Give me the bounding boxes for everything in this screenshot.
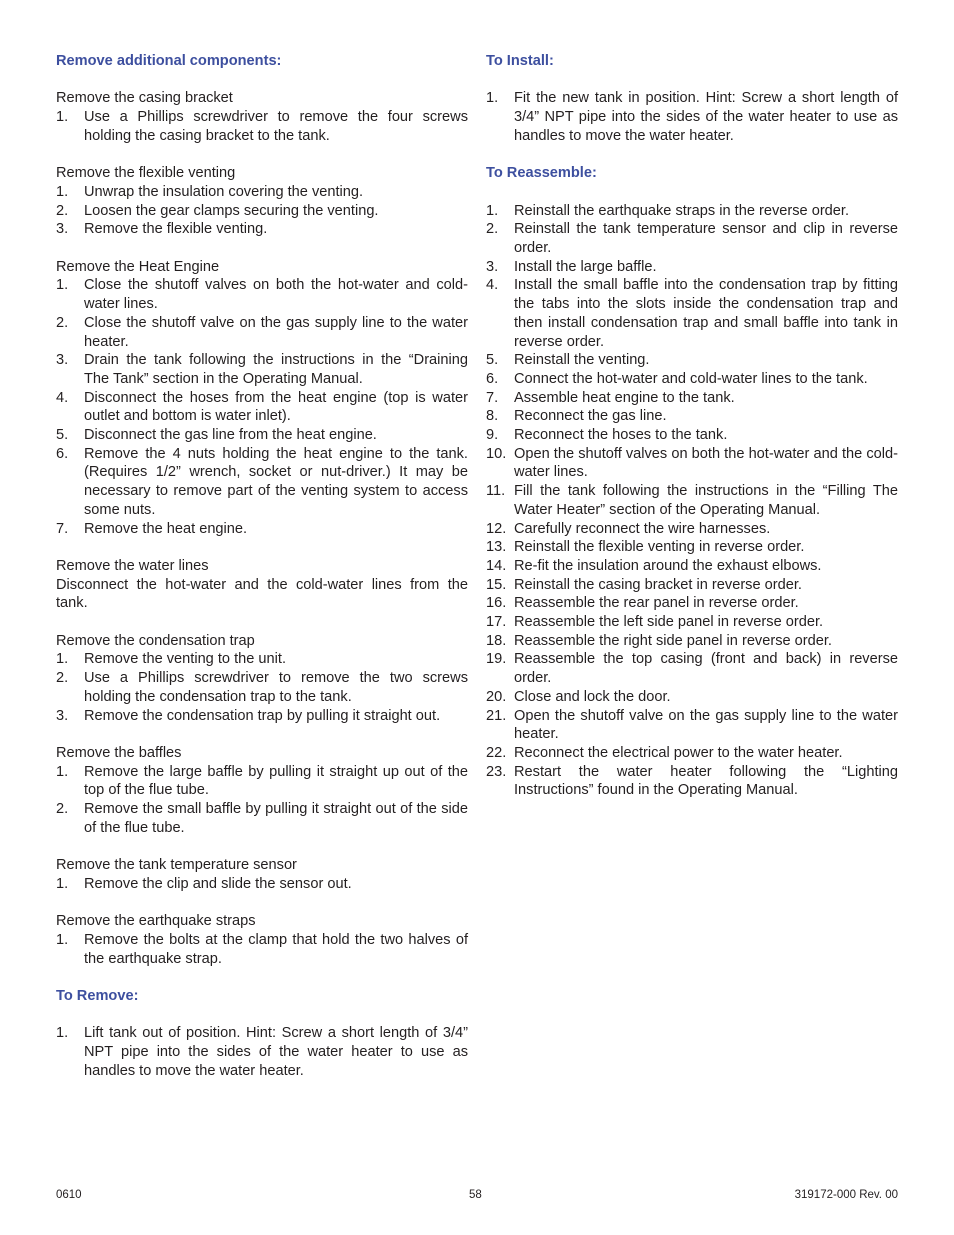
list-item-text: Remove the 4 nuts holding the heat engine to the tank. (Requires 1/2” wrench, socket or nut-driver.) It may be necessary to remove part of the venting system to access some nuts.	[84, 445, 468, 518]
list-item-number: 12.	[486, 520, 507, 537]
list-item-number: 5.	[486, 352, 499, 369]
left-column	[56, 52, 468, 1081]
list-item-text: Remove the small baffle by pulling it straight out of the side of the flue tube.	[84, 801, 468, 836]
list-item-number: 1.	[56, 931, 69, 948]
list-item	[56, 650, 468, 669]
heat-engine-steps	[56, 276, 468, 538]
list-item-number: 20.	[486, 688, 507, 705]
list-item-number: 6.	[486, 370, 499, 387]
list-item-text: Assemble heat engine to the tank.	[514, 389, 735, 406]
venting-steps	[56, 183, 468, 239]
water-lines-text: Disconnect the hot-water and the cold-water lines from the tank.	[56, 576, 468, 612]
list-item-text: Reassemble the top casing (front and back) in reverse order.	[514, 651, 898, 687]
straps-title: Remove the earthquake straps	[56, 913, 256, 930]
list-item-number: 18.	[486, 632, 507, 649]
list-item	[56, 1024, 468, 1080]
list-item-number: 17.	[486, 614, 507, 631]
list-item-number: 21.	[486, 707, 507, 724]
footer-page-number: 58	[469, 1189, 482, 1201]
list-item-number: 2.	[56, 314, 69, 331]
list-item-text: Reassemble the right side panel in reverse order.	[514, 632, 832, 649]
list-item-text: Open the shutoff valves on both the hot-water and the cold-water lines.	[514, 445, 898, 481]
list-item-number: 19.	[486, 651, 507, 668]
to-remove-steps	[56, 1024, 468, 1080]
list-item	[56, 426, 468, 445]
venting-title: Remove the flexible venting	[56, 165, 236, 182]
list-item-number: 2.	[56, 801, 69, 818]
casing-steps	[56, 108, 468, 145]
list-item-number: 7.	[486, 389, 499, 406]
list-item	[486, 557, 898, 576]
straps-steps	[56, 931, 468, 968]
list-item-number: 14.	[486, 557, 507, 574]
list-item	[486, 407, 898, 426]
list-item	[486, 576, 898, 595]
list-item	[486, 220, 898, 257]
list-item-text: Disconnect the gas line from the heat engine.	[84, 427, 377, 444]
list-item	[56, 669, 468, 706]
list-item-text: Restart the water heater following the “Lighting Instructions” found in the Operating Manual.	[514, 763, 898, 799]
list-item	[56, 108, 468, 145]
sensor-steps	[56, 875, 468, 894]
list-item-text: Drain the tank following the instructions in the “Draining The Tank” section in the Operating Manual.	[84, 352, 468, 387]
list-item	[56, 763, 468, 800]
list-item	[56, 520, 468, 539]
list-item-number: 5.	[56, 427, 69, 444]
list-item	[56, 707, 468, 726]
list-item-number: 2.	[56, 202, 69, 219]
list-item-number: 8.	[486, 408, 499, 425]
list-item-text: Reassemble the rear panel in reverse order.	[514, 595, 799, 612]
list-item	[486, 89, 898, 145]
sensor-title: Remove the tank temperature sensor	[56, 857, 297, 874]
list-item-number: 1.	[486, 202, 499, 219]
list-item-text: Close and lock the door.	[514, 688, 671, 705]
list-item	[56, 220, 468, 239]
list-item-text: Remove the clip and slide the sensor out.	[84, 875, 352, 892]
list-item	[486, 650, 898, 687]
list-item-text: Reinstall the earthquake straps in the reverse order.	[514, 202, 850, 219]
to-reassemble-steps	[486, 202, 898, 801]
list-item-text: Open the shutoff valve on the gas supply line to the water heater.	[514, 707, 898, 743]
list-item-text: Carefully reconnect the wire harnesses.	[514, 520, 771, 537]
list-item	[486, 202, 898, 221]
baffles-title: Remove the baffles	[56, 744, 182, 761]
list-item	[486, 613, 898, 632]
list-item-text: Close the shutoff valve on the gas supply line to the water heater.	[84, 314, 468, 350]
list-item-number: 1.	[56, 277, 69, 294]
list-item	[486, 744, 898, 763]
list-item-text: Reinstall the flexible venting in reverse order.	[514, 539, 805, 556]
list-item	[486, 763, 898, 800]
list-item-number: 4.	[56, 389, 69, 406]
list-item-number: 1.	[56, 651, 69, 668]
list-item-text: Reconnect the gas line.	[514, 408, 667, 425]
list-item-number: 3.	[486, 258, 499, 275]
list-item-text: Use a Phillips screwdriver to remove the two screws holding the condensation trap to the tank.	[84, 670, 468, 705]
condensation-title: Remove the condensation trap	[56, 632, 255, 649]
list-item-text: Re-fit the insulation around the exhaust elbows.	[514, 557, 822, 574]
list-item-number: 13.	[486, 539, 507, 556]
remove-components-heading: Remove additional components:	[56, 53, 282, 69]
list-item-number: 10.	[486, 445, 507, 462]
list-item-text: Remove the large baffle by pulling it straight up out of the top of the flue tube.	[84, 763, 468, 799]
list-item	[486, 594, 898, 613]
list-item-text: Reconnect the electrical power to the water heater.	[514, 744, 843, 761]
list-item-number: 9.	[486, 427, 499, 444]
list-item-number: 1.	[56, 1025, 69, 1042]
list-item-text: Fill the tank following the instructions in the “Filling The Water Heater” section of the Operating Manual.	[514, 483, 898, 518]
list-item-text: Reinstall the tank temperature sensor and clip in reverse order.	[514, 221, 898, 256]
list-item-number: 1.	[56, 183, 69, 200]
list-item-number: 1.	[56, 109, 69, 126]
list-item-number: 23.	[486, 763, 507, 780]
list-item	[56, 875, 468, 894]
list-item-text: Fit the new tank in position. Hint: Screw a short length of 3/4” NPT pipe into the sides of the water heater to use as handles to move the water heater.	[514, 90, 898, 144]
list-item-number: 2.	[486, 221, 499, 238]
list-item-text: Remove the venting to the unit.	[84, 651, 287, 668]
list-item-number: 1.	[56, 875, 69, 892]
list-item	[486, 445, 898, 482]
list-item-text: Disconnect the hoses from the heat engine (top is water outlet and bottom is water inlet).	[84, 389, 468, 425]
list-item-text: Lift tank out of position. Hint: Screw a short length of 3/4” NPT pipe into the sides of the water heater to use as handles to move the water heater.	[84, 1025, 468, 1079]
list-item	[486, 707, 898, 744]
list-item	[486, 688, 898, 707]
list-item	[56, 276, 468, 313]
list-item-text: Reinstall the venting.	[514, 352, 650, 369]
list-item	[56, 314, 468, 351]
list-item	[486, 520, 898, 539]
list-item-number: 4.	[486, 277, 499, 294]
list-item-text: Reinstall the casing bracket in reverse order.	[514, 576, 802, 593]
list-item-text: Reassemble the left side panel in reverse order.	[514, 614, 824, 631]
list-item	[486, 482, 898, 519]
list-item-number: 1.	[56, 763, 69, 780]
footer-document-number: 319172-000 Rev. 00	[794, 1189, 898, 1201]
casing-title: Remove the casing bracket	[56, 90, 233, 107]
list-item	[56, 931, 468, 968]
list-item-text: Reconnect the hoses to the tank.	[514, 427, 728, 444]
list-item-number: 1.	[486, 90, 499, 107]
list-item	[486, 426, 898, 445]
to-reassemble-heading: To Reassemble:	[486, 165, 597, 182]
list-item-number: 3.	[56, 221, 69, 238]
list-item-text: Use a Phillips screwdriver to remove the four screws holding the casing bracket to the tank.	[84, 109, 468, 144]
list-item-number: 16.	[486, 595, 507, 612]
list-item-number: 11.	[486, 483, 506, 500]
list-item	[56, 445, 468, 520]
list-item-number: 3.	[56, 707, 69, 724]
right-column	[486, 52, 898, 800]
heat-engine-title: Remove the Heat Engine	[56, 258, 220, 275]
to-install-steps	[486, 89, 898, 145]
list-item	[486, 370, 898, 389]
list-item-text: Install the large baffle.	[514, 258, 657, 275]
list-item	[486, 632, 898, 651]
list-item-number: 22.	[486, 744, 507, 761]
list-item	[56, 389, 468, 426]
list-item	[486, 389, 898, 408]
list-item	[56, 183, 468, 202]
list-item-text: Remove the condensation trap by pulling it straight out.	[84, 707, 441, 724]
list-item-number: 6.	[56, 445, 69, 462]
list-item-text: Remove the heat engine.	[84, 520, 248, 537]
list-item	[56, 800, 468, 837]
to-install-heading: To Install:	[486, 53, 554, 69]
to-remove-heading: To Remove:	[56, 988, 139, 1005]
list-item-number: 7.	[56, 520, 69, 537]
list-item-number: 15.	[486, 576, 507, 593]
list-item	[486, 351, 898, 370]
list-item-text: Remove the bolts at the clamp that hold the two halves of the earthquake strap.	[84, 931, 468, 967]
list-item	[56, 202, 468, 221]
list-item	[486, 258, 898, 277]
baffles-steps	[56, 763, 468, 838]
list-item-text: Install the small baffle into the condensation trap by fitting the tabs into the slots inside the condensation trap and then install condensation trap and small baffle into tank in reverse order.	[514, 277, 898, 350]
footer-date-code: 0610	[56, 1189, 82, 1201]
list-item-text: Remove the flexible venting.	[84, 221, 268, 238]
list-item-text: Unwrap the insulation covering the venting.	[84, 183, 364, 200]
list-item	[486, 538, 898, 557]
water-lines-title: Remove the water lines	[56, 557, 209, 574]
condensation-steps	[56, 650, 468, 725]
list-item-number: 2.	[56, 670, 69, 687]
list-item-text: Connect the hot-water and cold-water lines to the tank.	[514, 370, 868, 387]
list-item	[56, 351, 468, 388]
list-item-text: Loosen the gear clamps securing the venting.	[84, 202, 379, 219]
list-item-number: 3.	[56, 352, 69, 369]
list-item	[486, 276, 898, 351]
list-item-text: Close the shutoff valves on both the hot-water and cold-water lines.	[84, 277, 468, 313]
